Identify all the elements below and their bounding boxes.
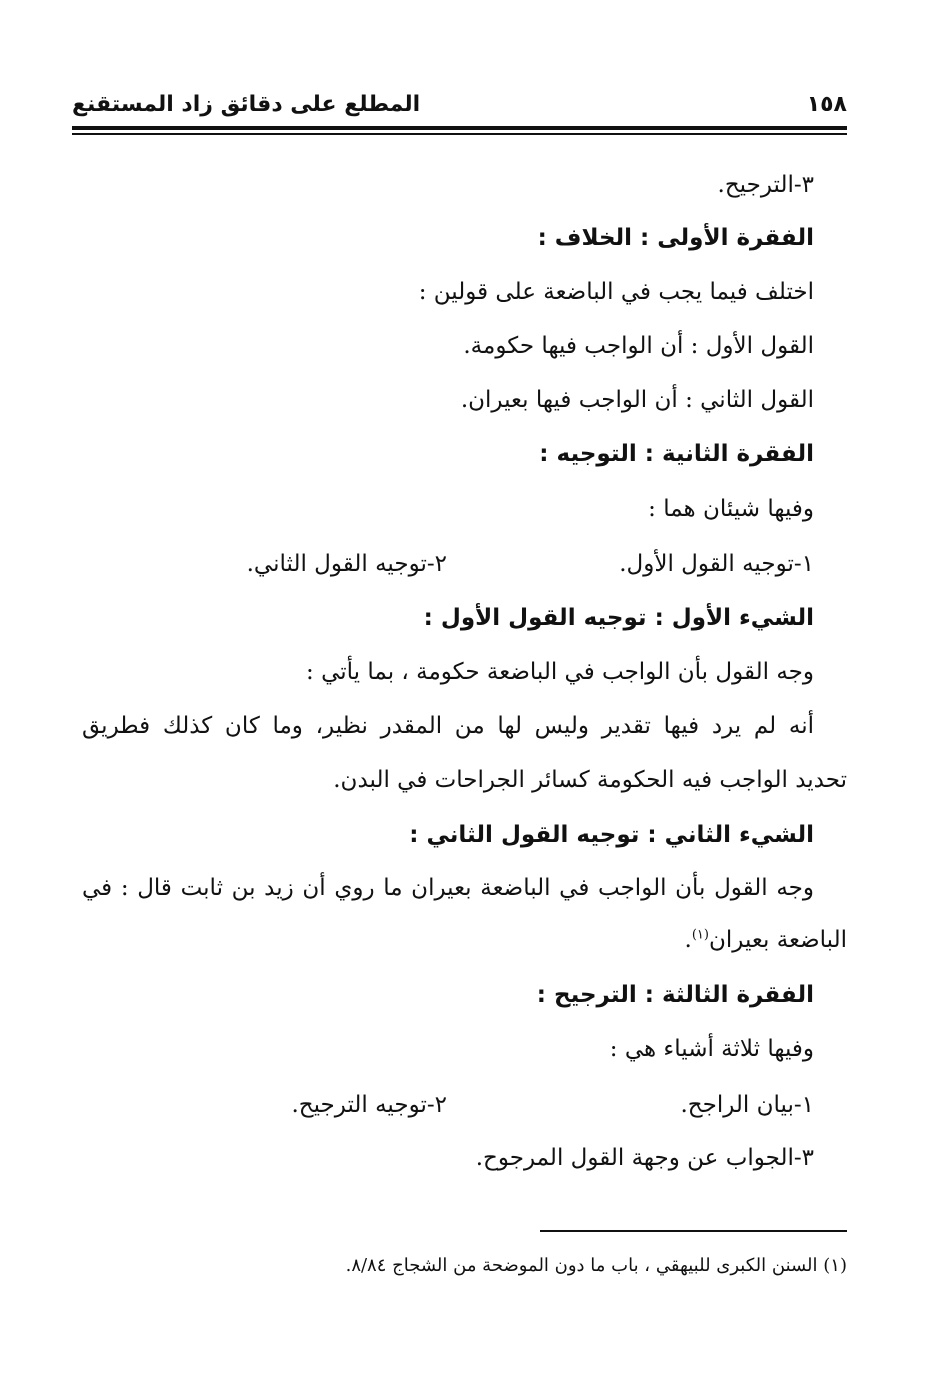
text-line: ٣-الترجيح.	[717, 172, 814, 198]
page-header	[72, 88, 847, 128]
footnote-separator	[540, 1230, 847, 1232]
text-line: أنه لم يرد فيها تقدير وليس لها من المقدر نظير، وما كان كذلك فطريق	[82, 713, 814, 739]
section-heading: الشيء الأول : توجيه القول الأول :	[423, 605, 814, 631]
footnote: (١) السنن الكبرى للبيهقي ، باب ما دون الموضحة من الشجاج ٨/٨٤.	[345, 1255, 847, 1276]
list-item: ٢-توجيه القول الثاني.	[246, 551, 447, 577]
text-line: وفيها شيئان هما :	[648, 496, 814, 522]
footnote-ref: (١)	[691, 927, 709, 943]
list-item: ١-بيان الراجح.	[680, 1092, 814, 1118]
text-span: .	[684, 927, 692, 953]
text-line: القول الأول : أن الواجب فيها حكومة.	[463, 333, 814, 359]
text-line: وجه القول بأن الواجب في الباضعة بعيران ما روي أن زيد بن ثابت قال : في	[82, 875, 814, 901]
text-line: القول الثاني : أن الواجب فيها بعيران.	[460, 387, 814, 413]
section-heading: الفقرة الثالثة : الترجيح :	[536, 982, 814, 1008]
section-heading: الفقرة الثانية : التوجيه :	[539, 441, 814, 467]
text-line: ٣-الجواب عن وجهة القول المرجوح.	[475, 1145, 814, 1171]
list-item: ١-توجيه القول الأول.	[619, 551, 814, 577]
running-title: المطلع على دقائق زاد المستقنع	[72, 92, 421, 117]
page-number: ١٥٨	[806, 92, 847, 117]
header-rule-thick	[72, 126, 847, 130]
header-rule-thin	[72, 133, 847, 135]
list-item: ٢-توجيه الترجيح.	[291, 1092, 447, 1118]
section-heading: الشيء الثاني : توجيه القول الثاني :	[409, 822, 814, 848]
text-line: اختلف فيما يجب في الباضعة على قولين :	[418, 279, 814, 305]
text-span: الباضعة بعيران	[708, 927, 847, 953]
text-line: وجه القول بأن الواجب في الباضعة حكومة ، بما يأتي :	[306, 659, 814, 685]
text-line: وفيها ثلاثة أشياء هي :	[609, 1036, 814, 1062]
text-line	[685, 920, 847, 960]
section-heading: الفقرة الأولى : الخلاف :	[537, 225, 814, 251]
text-line: تحديد الواجب فيه الحكومة كسائر الجراحات في البدن.	[333, 767, 847, 793]
